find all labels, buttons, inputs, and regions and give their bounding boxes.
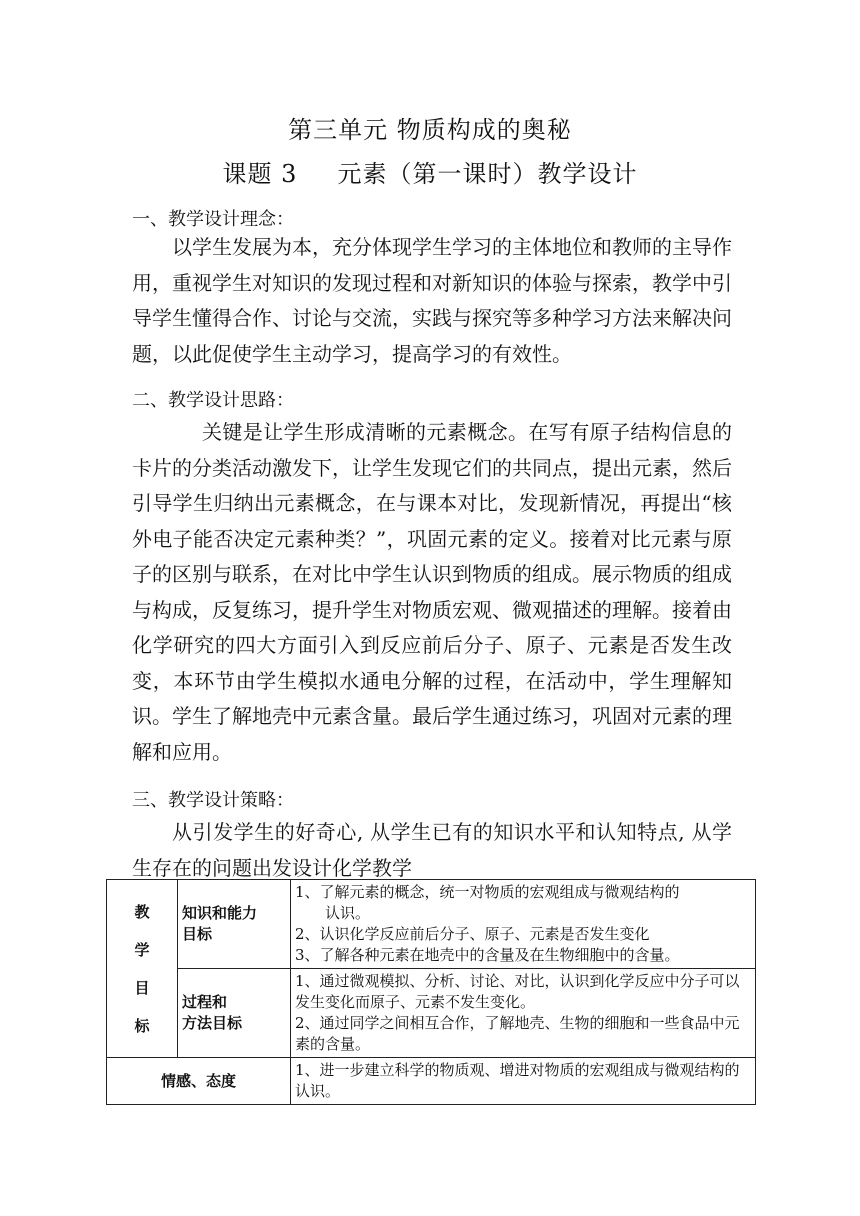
teaching-goals-header: 教 学 目 标 (107, 880, 178, 1058)
section-body-strategy: 从引发学生的好奇心, 从学生已有的知识水平和认知特点, 从学生存在的问题出发设计化学教学 (132, 820, 732, 880)
teaching-goals-table (106, 879, 756, 1105)
section-heading-philosophy: 一、教学设计理念： (132, 209, 294, 230)
lesson-title (0, 154, 860, 189)
table-row (107, 880, 756, 969)
section-body-philosophy: 以学生发展为本，充分体现学生学习的主体地位和教师的主导作用，重视学生对知识的发现过程和对新知识的体验与探索，教学中引导学生懂得合作、讨论与交流，实践与探究等多种学习方法来解决问题，以此促使学生主动学习，提高学习的有效性。 (132, 235, 732, 366)
goal-item: 3、了解各种元素在地壳中的含量及在生物细胞中的含量。 (295, 946, 680, 964)
process-method-label: 过程和 方法目标 (178, 969, 291, 1058)
process-method-content (291, 969, 756, 1058)
goal-item: 2、认识化学反应前后分子、原子、元素是否发生变化 (295, 925, 650, 943)
goal-item: 2、通过同学之间相互合作，了解地壳、生物的细胞和一些食品中元素的含量。 (295, 1014, 740, 1053)
lesson-number: 课题 3 (222, 160, 298, 188)
emotion-attitude-content: 1、进一步建立科学的物质观、增进对物质的宏观组成与微观结构的认识。 (291, 1058, 756, 1105)
table-row (107, 969, 756, 1058)
goal-item: 1、通过微观模拟、分析、讨论、对比，认识到化学反应中分子可以发生变化而原子、元素不发生变化。 (295, 972, 740, 1011)
section-body-approach: 关键是让学生形成清晰的元素概念。在写有原子结构信息的卡片的分类活动激发下，让学生发现它们的共同点，提出元素，然后引导学生归纳出元素概念，在与课本对比，发现新情况，再提出“核外电子能否决定元素种类？”，巩固元素的定义。接着对比元素与原子的区别与联系，在对比中学生认识到物质的组成。展示物质的组成与构成，反复练习，提升学生对物质宏观、微观描述的理解。接着由化学研究的四大方面引入到反应前后分子、原子、元素是否发生改变，本环节由学生模拟水通电分解的过程，在活动中，学生理解知识。学生了解地壳中元素含量。最后学生通过练习，巩固对元素的理解和应用。 (132, 420, 732, 764)
table-row (107, 1058, 756, 1105)
knowledge-ability-label: 知识和能力 目标 (178, 880, 291, 969)
unit-title: 第三单元 物质构成的奥秘 (288, 116, 572, 144)
goal-item: 认识。 (325, 904, 371, 922)
section-heading-strategy: 三、教学设计策略： (132, 790, 294, 811)
knowledge-ability-content (291, 880, 756, 969)
section-heading-approach: 二、教学设计思路： (132, 390, 294, 411)
emotion-attitude-label: 情感、态度 (107, 1058, 291, 1105)
lesson-name: 元素（第一课时）教学设计 (337, 160, 638, 188)
goal-item: 1、了解元素的概念，统一对物质的宏观组成与微观结构的 (295, 883, 680, 901)
